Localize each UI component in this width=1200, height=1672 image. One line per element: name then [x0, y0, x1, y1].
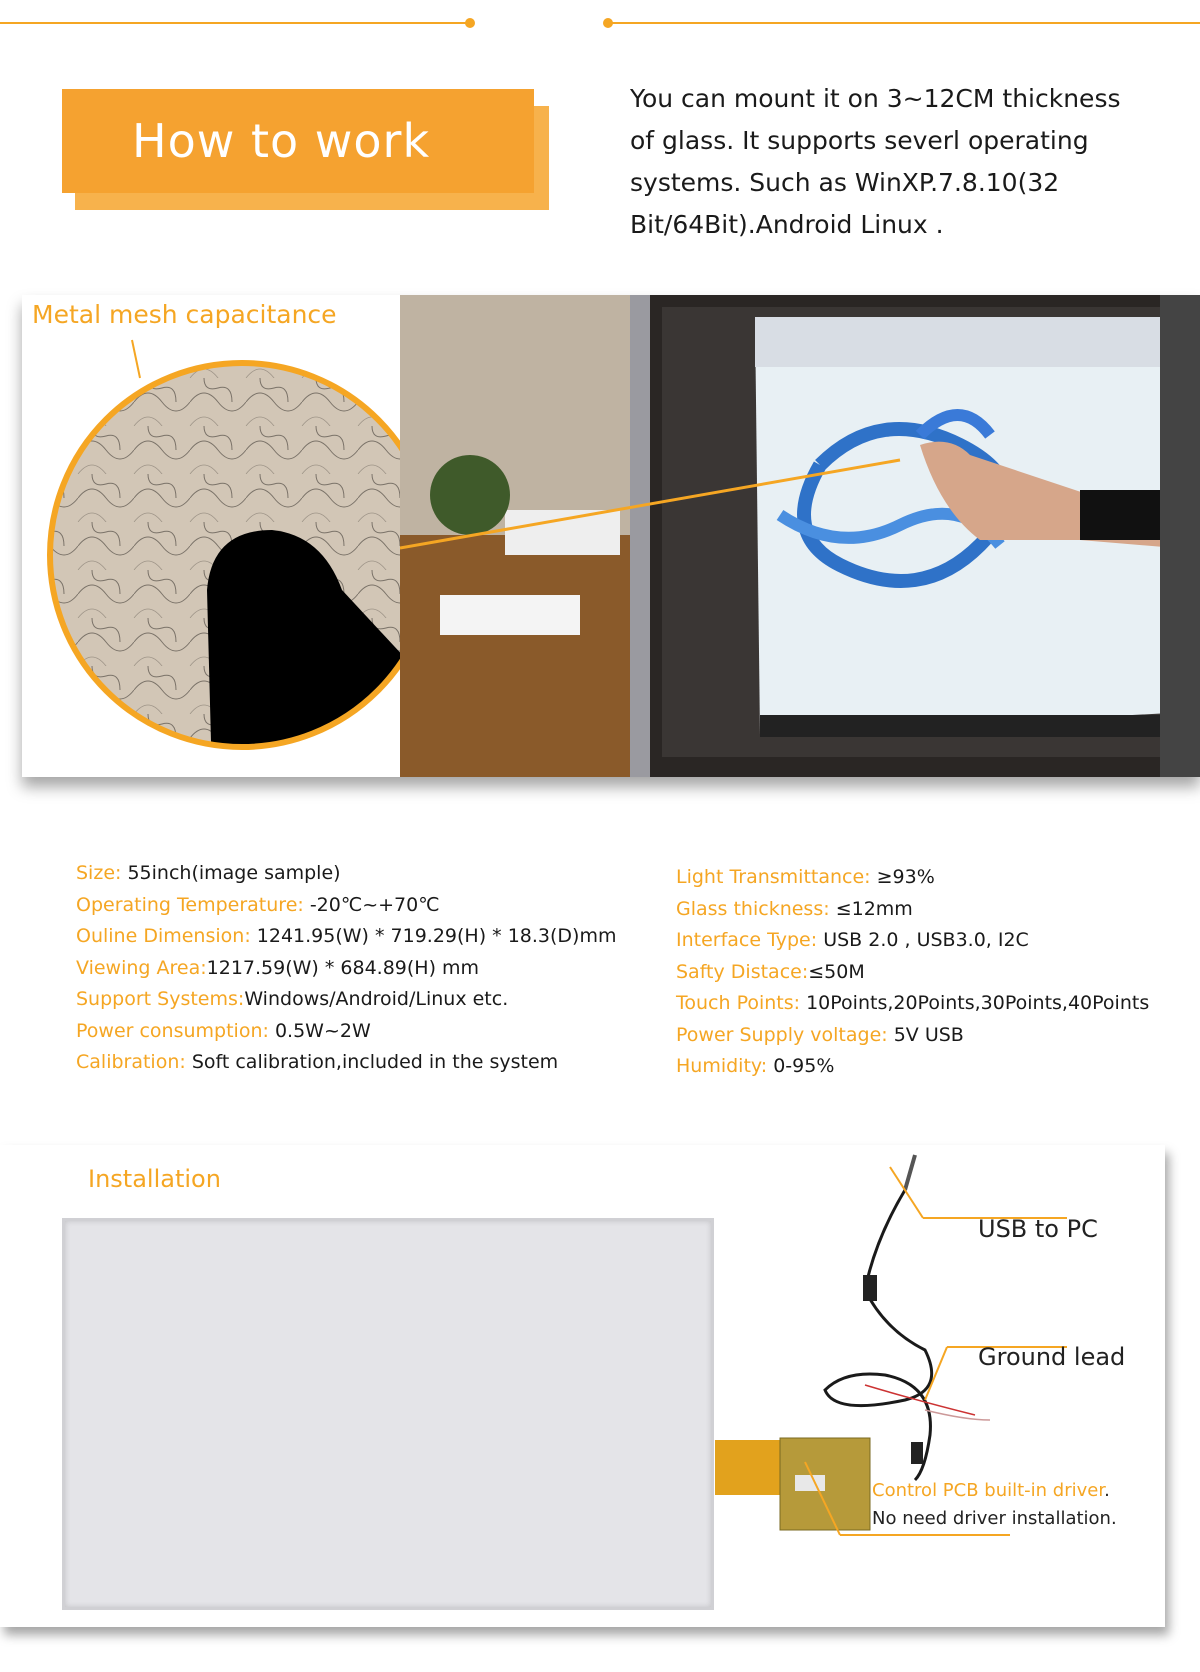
spec-row: Power consumption: 0.5W~2W	[76, 1019, 371, 1042]
spec-row: Calibration: Soft calibration,included in the system	[76, 1051, 559, 1073]
top-divider-left-dot	[465, 18, 475, 28]
spec-row: Power Supply voltage: 5V USB	[676, 1023, 964, 1046]
mesh-magnifier	[22, 330, 442, 780]
spec-row: Ouline Dimension: 1241.95(W) * 719.29(H) * 18.3(D)mm	[76, 925, 617, 947]
driver-note: No need driver installation.	[872, 1508, 1117, 1529]
top-divider-left	[0, 22, 470, 24]
metal-mesh-label: Metal mesh capacitance	[32, 300, 337, 329]
spec-row: Interface Type: USB 2.0 , USB3.0, I2C	[676, 929, 1029, 951]
ferrite-bead	[863, 1275, 877, 1301]
usb-plug	[905, 1155, 915, 1190]
ground-lead-label: Ground lead	[978, 1343, 1126, 1371]
pcb-note: Control PCB built-in driver.	[872, 1480, 1110, 1501]
glass-panel-image	[62, 1218, 714, 1610]
spec-row: Viewing Area:1217.59(W) * 684.89(H) mm	[76, 956, 480, 979]
spec-row: Light Transmittance: ≥93%	[676, 866, 935, 888]
installation-title: Installation	[88, 1165, 221, 1193]
spec-row: Size: 55inch(image sample)	[76, 862, 341, 884]
spec-row: Safty Distace:≤50M	[676, 960, 865, 983]
spec-row: Humidity: 0-95%	[676, 1055, 835, 1077]
spec-row: Glass thickness: ≤12mm	[676, 897, 913, 920]
specs-right	[676, 862, 1196, 1083]
usb-to-pc-label: USB to PC	[978, 1215, 1098, 1243]
top-divider-right	[608, 22, 1200, 24]
spec-row: Touch Points: 10Points,20Points,30Points,40Points	[676, 992, 1150, 1014]
specs-left	[76, 858, 636, 1079]
connector-line	[400, 440, 920, 560]
intro-text: You can mount it on 3~12CM thickness of glass. It supports severl operating systems. Such as WinXP.7.8.10(32 Bit/64Bit).Android Linux .	[630, 84, 1121, 239]
spec-row: Support Systems:Windows/Android/Linux etc.	[76, 988, 509, 1010]
title-banner	[62, 89, 534, 193]
page-title: How to work	[132, 114, 431, 168]
keyboard	[440, 595, 580, 635]
spec-row: Operating Temperature: -20℃~+70℃	[76, 893, 440, 916]
